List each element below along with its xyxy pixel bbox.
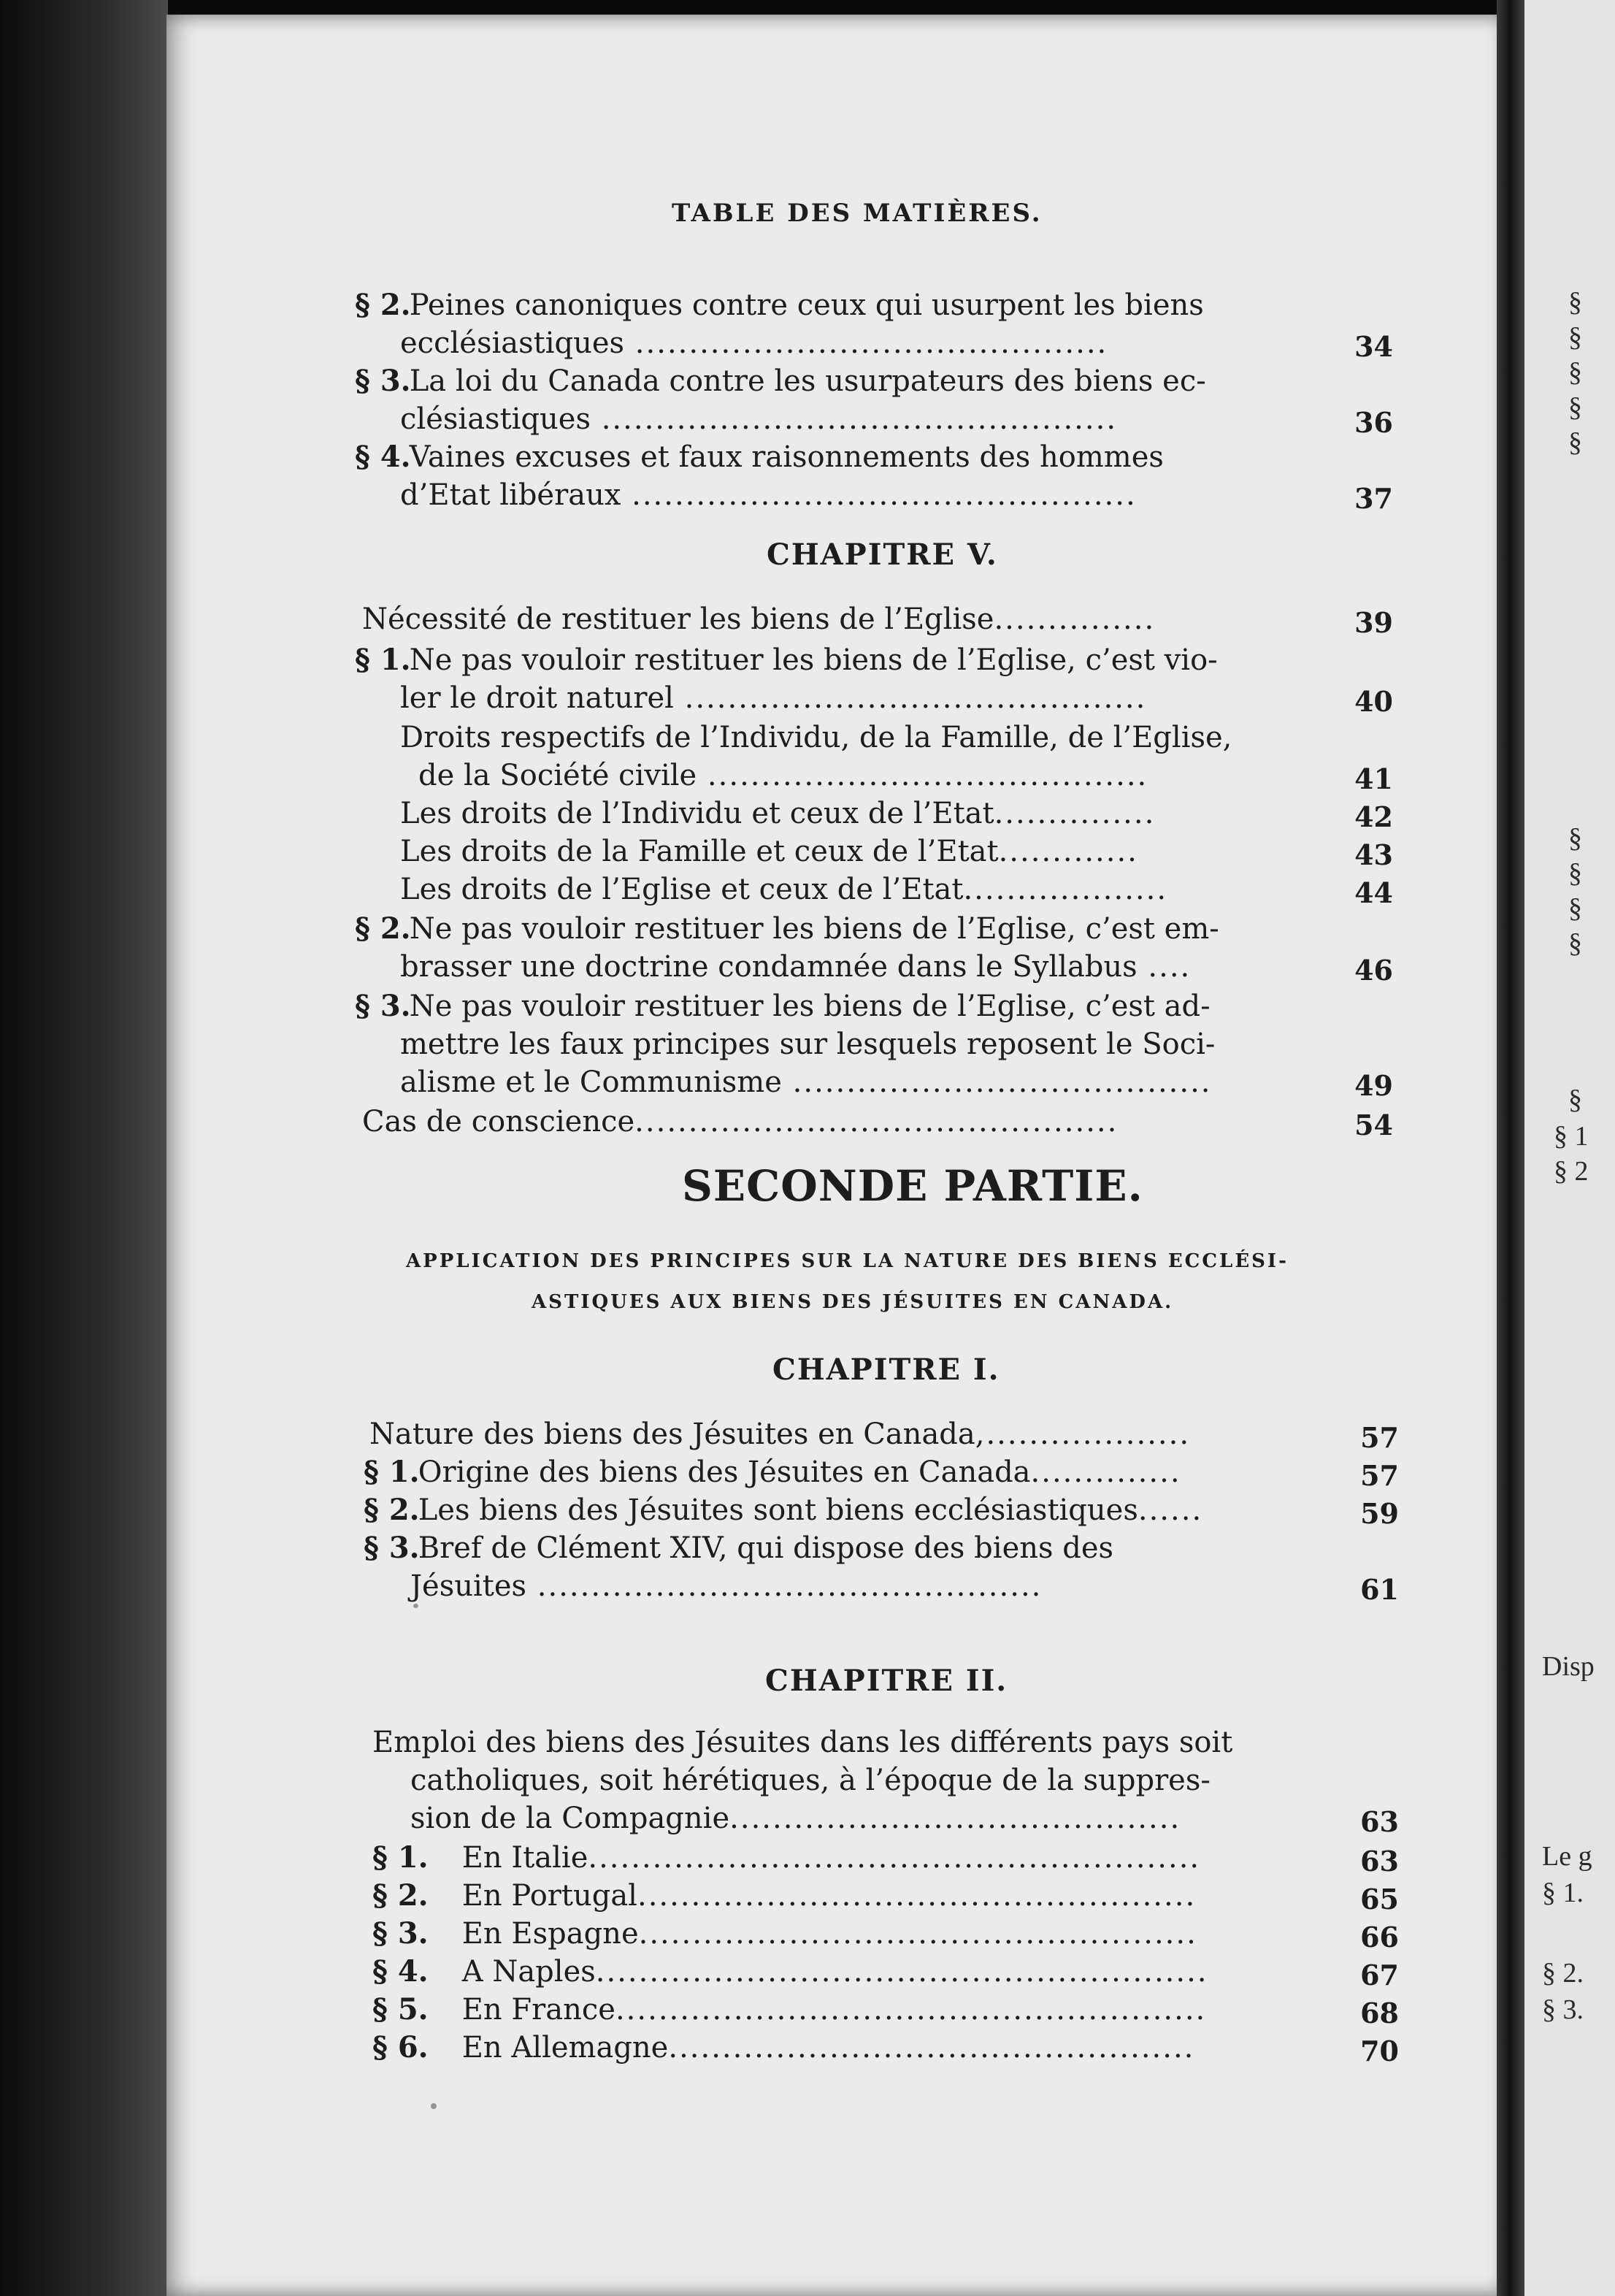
section-mark: § 3. [355, 364, 411, 398]
section-mark: § 4. [372, 1954, 429, 1989]
section-text: Les biens des Jésuites sont biens ecclésiastiques [418, 1493, 1138, 1527]
facing-text: § [1568, 427, 1582, 458]
section-mark: § 6. [372, 2030, 429, 2065]
page-number: 63 [1360, 1805, 1399, 1838]
page-number: 37 [1354, 482, 1393, 515]
facing-text: § [1568, 893, 1582, 924]
facing-text: Le g [1542, 1841, 1592, 1872]
ink-speck [413, 1604, 418, 1608]
section-mark: § 1. [355, 643, 411, 677]
toc-section: § 4. A Naples......................................................... [372, 1953, 1208, 1991]
toc-section: § 1. En Italie......................................................... [372, 1839, 1200, 1877]
toc-section [355, 362, 1206, 400]
section-text: mettre les faux principes sur lesquels reposent le Soci- [400, 1028, 1216, 1061]
entry-text: catholiques, soit hérétiques, à l’époque de la suppres- [410, 1764, 1211, 1797]
toc-section-continued: ler le droit naturel ........................................... [400, 681, 1147, 715]
section-text: A Naples [461, 1955, 596, 1989]
entry-text: Droits respectifs de l’Individu, de la Famille, de l’Eglise, [400, 721, 1232, 754]
entry-text: Les droits de la Famille et ceux de l’Etat [400, 835, 999, 868]
scan-left-edge [0, 0, 168, 2296]
entry-text: sion de la Compagnie [410, 1802, 730, 1835]
entry-text: Les droits de l’Eglise et ceux de l’Etat [400, 873, 964, 906]
page-number: 61 [1360, 1573, 1399, 1606]
section-text: alisme et le Communisme [400, 1065, 782, 1099]
section-text: En Allemagne [461, 2031, 669, 2065]
toc-entry: Les droits de la Famille et ceux de l’Etat............. [400, 835, 1138, 868]
page-number: 59 [1360, 1497, 1399, 1530]
page-number: 46 [1354, 954, 1393, 987]
toc-section-continued: Jésuites ............................................... [410, 1569, 1043, 1603]
toc-entry-continued [410, 1761, 1211, 1799]
section-text: Peines canoniques contre ceux qui usurpent les biens [409, 288, 1204, 322]
section-text: ler le droit naturel [400, 681, 674, 715]
page-number: 41 [1354, 762, 1393, 795]
toc-section: § 5. En France....................................................... [372, 1991, 1206, 2029]
facing-text: § [1568, 392, 1582, 423]
section-mark: § 1. [364, 1455, 420, 1489]
toc-section: § 1. Origine des biens des Jésuites en Canada.............. [364, 1453, 1181, 1491]
section-text: Jésuites [410, 1569, 527, 1603]
section-mark: § 3. [372, 1916, 429, 1951]
section-mark: § 4. [355, 440, 411, 474]
section-text: Ne pas vouloir restituer les biens de l’Eglise, c’est em- [409, 912, 1219, 946]
section-text: En Portugal [461, 1879, 637, 1913]
entry-text: Cas de conscience [362, 1105, 635, 1139]
page-header: TABLE DES MATIÈRES. [672, 199, 1043, 228]
part-title: SECONDE PARTIE. [682, 1161, 1143, 1211]
page-number: 57 [1360, 1421, 1399, 1454]
section-text: Vaines excuses et faux raisonnements des hommes [409, 440, 1164, 474]
section-text: Bref de Clément XIV, qui dispose des biens des [418, 1531, 1114, 1565]
page-number: 57 [1360, 1459, 1399, 1492]
section-text: Ne pas vouloir restituer les biens de l’Eglise, c’est vio- [409, 643, 1218, 677]
toc-section: § 6. En Allemagne................................................. [372, 2029, 1194, 2067]
toc-entry: Les droits de l’Eglise et ceux de l’Etat................... [400, 873, 1168, 906]
toc-entry [372, 1723, 1232, 1761]
entry-text: de la Société civile [418, 759, 697, 792]
page-number: 70 [1360, 2035, 1399, 2067]
section-mark: § 2. [364, 1493, 420, 1527]
section-mark: § 5. [372, 1992, 429, 2027]
page-number: 66 [1360, 1921, 1399, 1953]
entry-text: Nature des biens des Jésuites en Canada [369, 1417, 975, 1451]
section-text: brasser une doctrine condamnée dans le Syllabus [400, 950, 1138, 984]
section-text: En Espagne [461, 1917, 639, 1951]
toc-entry-continued: sion de la Compagnie.......................................... [410, 1802, 1181, 1835]
toc-section-continued: clésiastiques ................................................ [400, 402, 1118, 436]
section-mark: § 2. [372, 1878, 429, 1913]
toc-entry: Les droits de l’Individu et ceux de l’Etat............... [400, 797, 1156, 830]
facing-page-edge [1524, 0, 1615, 2296]
page-number: 63 [1360, 1845, 1399, 1878]
toc-section [355, 910, 1219, 948]
page-number: 43 [1354, 838, 1393, 871]
toc-section-continued: alisme et le Communisme ....................................... [400, 1065, 1212, 1099]
toc-section-continued: d’Etat libéraux ............................................... [400, 478, 1137, 512]
facing-text: § [1568, 287, 1582, 318]
page-number: 40 [1354, 685, 1393, 718]
entry-text: Nécessité de restituer les biens de l’Eglise [362, 602, 994, 636]
toc-section: § 3. En Espagne.................................................... [372, 1915, 1197, 1953]
facing-text: § 2 [1554, 1156, 1589, 1187]
book-gutter [1497, 0, 1526, 2296]
section-text: En France [461, 1993, 615, 2027]
toc-section [355, 987, 1211, 1025]
page-number: 68 [1360, 1997, 1399, 2029]
facing-text: § 1. [1542, 1878, 1584, 1908]
toc-section-continued: ecclésiastiques ............................................ [400, 326, 1108, 360]
toc-section: § 2. En Portugal.................................................... [372, 1877, 1196, 1915]
part-subtitle: APPLICATION DES PRINCIPES SUR LA NATURE DES BIENS ECCLÉSI- [406, 1250, 1289, 1272]
toc-section [355, 438, 1164, 476]
facing-text: § [1568, 322, 1582, 353]
toc-section: § 2. Les biens des Jésuites sont biens ecclésiastiques...... [364, 1491, 1202, 1529]
toc-section-continued [400, 1025, 1215, 1063]
toc-section-continued: brasser une doctrine condamnée dans le Syllabus .... [400, 950, 1192, 984]
facing-text: § 2. [1542, 1958, 1584, 1989]
page-number: 34 [1354, 330, 1393, 363]
section-text: d’Etat libéraux [400, 478, 621, 512]
section-mark: § 3. [355, 989, 411, 1023]
section-text: ecclésiastiques [400, 326, 625, 360]
facing-text: § [1568, 928, 1582, 959]
page-number: 42 [1354, 800, 1393, 833]
facing-text: § [1568, 1084, 1582, 1115]
entry-text: Les droits de l’Individu et ceux de l’Etat [400, 797, 994, 830]
page-number: 44 [1354, 876, 1393, 909]
facing-text: § 3. [1542, 1994, 1584, 2025]
section-text: Origine des biens des Jésuites en Canada [418, 1455, 1031, 1489]
page-number: 54 [1354, 1109, 1393, 1141]
toc-entry: Nature des biens des Jésuites en Canada,................... [369, 1417, 1191, 1451]
page-number: 36 [1354, 406, 1393, 439]
section-mark: § 3. [364, 1531, 420, 1565]
page-number: 67 [1360, 1959, 1399, 1991]
section-text: clésiastiques [400, 402, 591, 436]
facing-text: § 1 [1554, 1121, 1589, 1152]
section-mark: § 1. [372, 1840, 429, 1875]
toc-entry: Cas de conscience............................................. [362, 1105, 1119, 1139]
chapter-title: CHAPITRE V. [767, 537, 998, 572]
section-mark: § 2. [355, 911, 411, 946]
facing-text: § [1568, 823, 1582, 854]
ink-speck [431, 2103, 437, 2109]
facing-text: § [1568, 357, 1582, 388]
toc-section [355, 286, 1204, 324]
facing-text: § [1568, 858, 1582, 889]
toc-entry: Nécessité de restituer les biens de l’Eglise............... [362, 602, 1156, 636]
page-number: 39 [1354, 606, 1393, 639]
chapter-title: CHAPITRE I. [772, 1352, 1000, 1387]
section-text: La loi du Canada contre les usurpateurs des biens ec- [409, 364, 1206, 398]
facing-text: Disp [1542, 1651, 1595, 1682]
entry-text: Emploi des biens des Jésuites dans les différents pays soit [372, 1726, 1233, 1759]
toc-section [355, 641, 1218, 679]
part-subtitle: ASTIQUES AUX BIENS DES JÉSUITES EN CANADA. [532, 1291, 1174, 1313]
toc-entry [400, 719, 1232, 757]
chapter-title: CHAPITRE II. [765, 1664, 1008, 1698]
section-text: En Italie [461, 1841, 588, 1875]
toc-entry-continued: de la Société civile ......................................... [418, 759, 1148, 792]
section-mark: § 2. [355, 288, 411, 322]
page-number: 65 [1360, 1883, 1399, 1916]
section-text: Ne pas vouloir restituer les biens de l’Eglise, c’est ad- [409, 990, 1211, 1023]
toc-section [364, 1529, 1113, 1567]
book-page [166, 15, 1507, 2296]
page-number: 49 [1354, 1069, 1393, 1102]
